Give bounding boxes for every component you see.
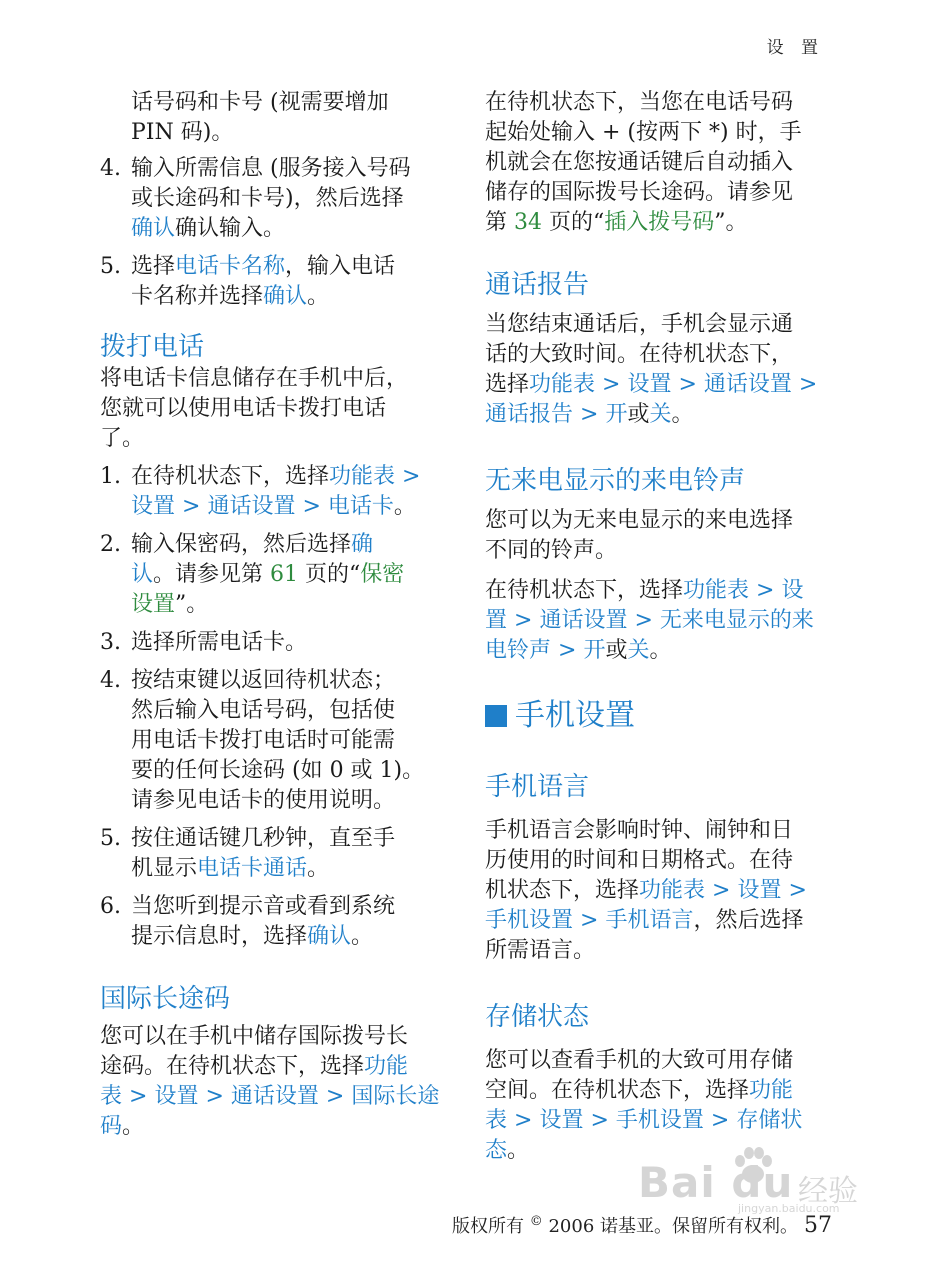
menu-link[interactable]: 手机语言 xyxy=(605,908,694,933)
ringtone-paragraph-1: 您可以为无来电显示的来电选择 不同的铃声。 xyxy=(485,508,794,563)
menu-link[interactable]: 设置 xyxy=(737,878,782,903)
menu-link[interactable]: 设置 xyxy=(154,1084,199,1109)
list-item: 5. 按住通话键几秒钟，直至手 机显示电话卡通话。 xyxy=(100,826,396,881)
list-item: 3. 选择所需电话卡。 xyxy=(100,630,308,655)
step-3-continued: 话号码和卡号 (视需要增加 PIN 码)。 xyxy=(131,90,389,145)
menu-link[interactable]: 存储状 xyxy=(736,1108,803,1133)
cross-reference-link[interactable]: 插入拨号码 xyxy=(604,210,715,235)
report-heading: 通话报告 xyxy=(485,270,590,300)
menu-link[interactable]: 通话设置 xyxy=(539,608,628,633)
menu-link[interactable]: 设置 xyxy=(627,372,672,397)
dial-intro: 将电话卡信息储存在手机中后， 您就可以使用电话卡拨打电话 了。 xyxy=(100,366,409,451)
menu-link[interactable]: 关 xyxy=(627,638,650,663)
menu-link[interactable]: 通话设置 xyxy=(207,494,296,519)
menu-link[interactable]: 电话卡名称 xyxy=(175,254,286,279)
list-item: 5. 选择电话卡名称，输入电话 卡名称并选择确认。 xyxy=(100,254,396,309)
menu-link[interactable]: 手机设置 xyxy=(615,1108,704,1133)
section-header: 设 置 xyxy=(766,38,824,58)
ringtone-paragraph-2: 在待机状态下，选择功能表 > 设 置 > 通话设置 > 无来电显示的来 电铃声 > 开或关。 xyxy=(485,578,814,663)
list-item: 4. 按结束键以返回待机状态； 然后输入电话号码，包括使 用电话卡拨打电话时可能需 要的任何长途码 (如 0 或 1)。 请参见电话卡的使用说明。 xyxy=(100,668,425,813)
section-square-icon xyxy=(485,705,507,727)
paw-icon xyxy=(730,1144,776,1190)
menu-link[interactable]: 电铃声 xyxy=(485,638,552,663)
menu-link[interactable]: 确认 xyxy=(263,284,308,309)
menu-link[interactable]: 通话设置 xyxy=(703,372,792,397)
list-item: 2. 输入保密码，然后选择确 认。请参见第 61 页的“保密 设置”。 xyxy=(100,532,405,617)
menu-link[interactable]: 手机设置 xyxy=(485,908,574,933)
menu-link[interactable]: 码 xyxy=(100,1114,123,1139)
menu-link[interactable]: 电话卡 xyxy=(327,494,394,519)
setup-steps xyxy=(100,154,445,312)
menu-link[interactable]: 态 xyxy=(485,1138,508,1163)
menu-link[interactable]: 表 xyxy=(485,1108,508,1133)
menu-link[interactable]: 设置 xyxy=(131,494,176,519)
menu-link[interactable]: 功能表 xyxy=(329,464,396,489)
right-column xyxy=(485,88,830,1166)
menu-link[interactable]: 功能 xyxy=(749,1078,794,1103)
page-footer xyxy=(452,1212,832,1238)
menu-link[interactable]: 无来电显示的来 xyxy=(659,608,814,633)
cross-reference-link[interactable]: 保密 xyxy=(360,562,405,587)
list-item: 1. 在待机状态下，选择功能表 > 设置 > 通话设置 > 电话卡。 xyxy=(100,464,421,519)
ringtone-heading: 无来电显示的来电铃声 xyxy=(485,466,746,496)
menu-link[interactable]: 功能 xyxy=(364,1054,409,1079)
menu-link[interactable]: 设置 xyxy=(539,1108,584,1133)
watermark-url: jingyan.baidu.com xyxy=(738,1202,840,1215)
menu-link[interactable]: 确 xyxy=(351,532,374,557)
list-item: 4. 输入所需信息 (服务接入号码 或长途码和卡号)，然后选择 确认确认输入。 xyxy=(100,156,411,241)
dial-heading: 拨打电话 xyxy=(100,332,205,362)
language-heading: 手机语言 xyxy=(485,772,590,802)
memory-heading: 存储状态 xyxy=(485,1002,590,1032)
menu-link[interactable]: 关 xyxy=(649,402,672,427)
menu-link[interactable]: 通话设置 xyxy=(230,1084,319,1109)
menu-link[interactable]: 设 xyxy=(781,578,804,603)
menu-link[interactable]: 置 xyxy=(485,608,508,633)
memory-paragraph: 您可以查看手机的大致可用存储 空间。在待机状态下，选择功能 表 > 设置 > 手机设置 > 存储状 态。 xyxy=(485,1048,803,1163)
menu-link[interactable]: 表 xyxy=(100,1084,123,1109)
menu-link[interactable]: 开 xyxy=(605,402,628,427)
menu-link[interactable]: 确认 xyxy=(307,924,352,949)
left-column xyxy=(100,88,445,1142)
menu-link[interactable]: 确认 xyxy=(131,216,176,241)
menu-link[interactable]: 功能表 xyxy=(683,578,750,603)
watermark-brand: Bai du xyxy=(638,1158,794,1207)
list-item: 6. 当您听到提示音或看到系统 提示信息时，选择确认。 xyxy=(100,894,396,949)
copyright-text: 版权所有 xyxy=(452,1216,530,1237)
intl-heading: 国际长途码 xyxy=(100,984,231,1014)
menu-link[interactable]: 开 xyxy=(583,638,606,663)
intl-paragraph: 您可以在手机中储存国际拨号长 途码。在待机状态下，选择功能 表 > 设置 > 通话设置 > 国际长途 码。 xyxy=(100,1024,440,1139)
menu-link[interactable]: 国际长途 xyxy=(351,1084,440,1109)
dial-steps xyxy=(100,462,445,952)
baidu-jingyan-watermark xyxy=(638,1140,878,1220)
intl-continued-paragraph: 在待机状态下，当您在电话号码 起始处输入 + (按两下 *) 时，手 机就会在您按通话键后自动插入 储存的国际拨号长途码。请参见 第 34 页的“插入拨号码”。 xyxy=(485,90,802,235)
menu-link[interactable]: 功能表 xyxy=(529,372,596,397)
copyright-symbol: © xyxy=(529,1214,543,1229)
report-paragraph: 当您结束通话后，手机会显示通 话的大致时间。在待机状态下， 选择功能表 > 设置 > 通话设置 > 通话报告 > 开或关。 xyxy=(485,312,818,427)
language-paragraph: 手机语言会影响时钟、闹钟和日 历使用的时间和日期格式。在待 机状态下，选择功能表 > 设置 > 手机设置 > 手机语言，然后选择 所需语言。 xyxy=(485,818,807,963)
menu-link[interactable]: 认 xyxy=(131,562,154,587)
phone-settings-heading: 手机设置 xyxy=(485,696,830,736)
page-number: 57 xyxy=(804,1213,832,1238)
menu-link[interactable]: 通话报告 xyxy=(485,402,574,427)
watermark-sub: 经验 xyxy=(798,1174,858,1209)
menu-link[interactable]: 功能表 xyxy=(639,878,706,903)
menu-link[interactable]: 电话卡通话 xyxy=(197,856,308,881)
cross-reference-link[interactable]: 设置 xyxy=(131,592,176,617)
copyright-notice: 2006 诺基亚。保留所有权利。 xyxy=(542,1216,798,1237)
